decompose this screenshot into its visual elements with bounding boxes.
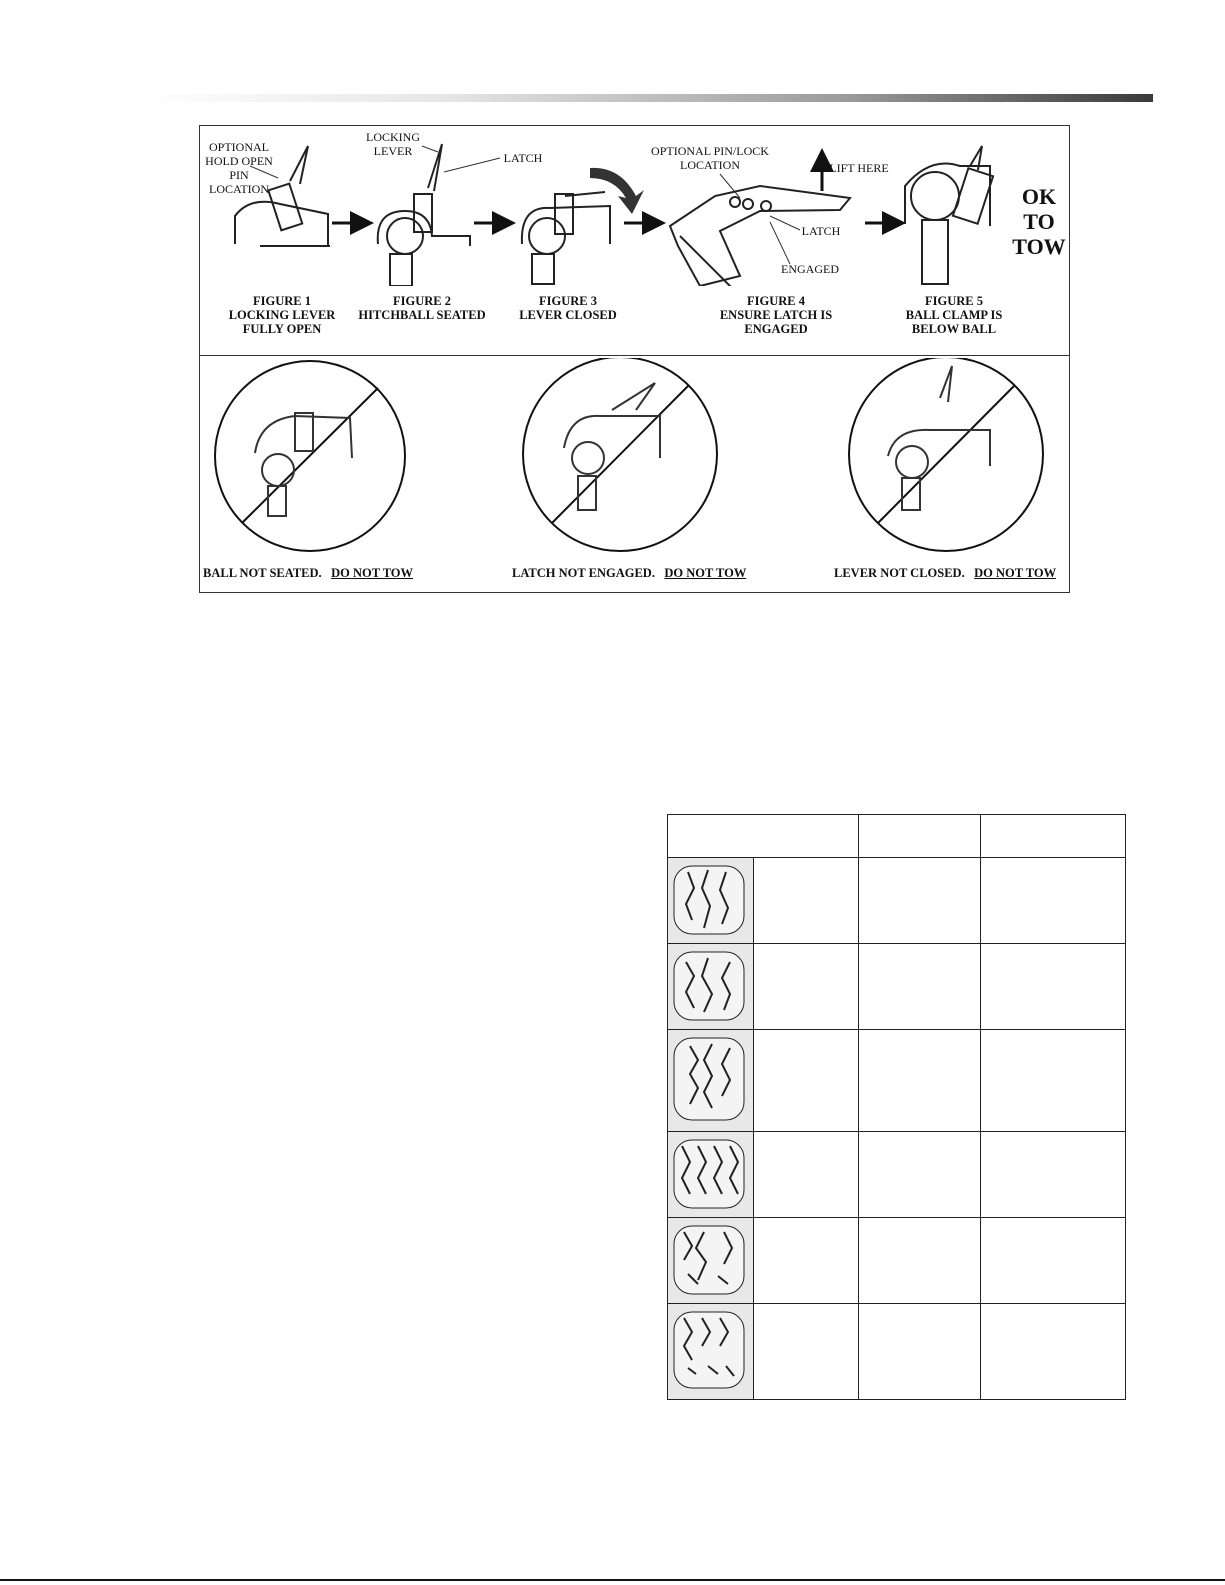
tire-tread-icon xyxy=(668,1030,752,1126)
table-cell xyxy=(859,944,981,1030)
table-cell xyxy=(981,944,1126,1030)
prohibition-drawings xyxy=(200,358,1071,568)
table-cell xyxy=(754,1030,859,1132)
callout-latch: LATCH xyxy=(503,151,543,165)
tire-tread-image xyxy=(668,944,754,1030)
table-header-cell xyxy=(668,815,859,858)
callout-lift-here: LIFT HERE xyxy=(829,161,889,175)
warning-latch-not-engaged xyxy=(512,566,746,581)
table-row xyxy=(668,858,1126,944)
table-cell xyxy=(859,1304,981,1400)
warning-text: LEVER NOT CLOSED. xyxy=(834,566,965,580)
ok-to-tow: OK TO TOW xyxy=(1012,184,1066,259)
tire-wear-table xyxy=(667,814,1126,1400)
tire-tread-icon xyxy=(668,1218,752,1298)
callout-locking-lever: LOCKING LEVER xyxy=(366,130,420,158)
table-cell xyxy=(859,1030,981,1132)
table-header-row xyxy=(668,815,1126,858)
figure-4-caption: FIGURE 4 ENSURE LATCH IS ENGAGED xyxy=(719,294,833,336)
coupler-sequence-drawings xyxy=(200,126,1071,286)
callout-optional-hold-open: OPTIONAL HOLD OPEN PIN LOCATION xyxy=(205,140,273,196)
figure-1-caption: FIGURE 1 LOCKING LEVER FULLY OPEN xyxy=(228,294,336,336)
tire-tread-image xyxy=(668,1132,754,1218)
bottom-rule xyxy=(0,1579,1225,1581)
tire-tread-icon xyxy=(668,858,752,938)
tire-tread-icon xyxy=(668,944,752,1024)
table-row xyxy=(668,1304,1126,1400)
tire-tread-image xyxy=(668,858,754,944)
warning-text: BALL NOT SEATED. xyxy=(203,566,322,580)
table-cell xyxy=(754,858,859,944)
warning-text: LATCH NOT ENGAGED. xyxy=(512,566,655,580)
figure-2-caption: FIGURE 2 HITCHBALL SEATED xyxy=(358,294,486,322)
table-cell xyxy=(981,1218,1126,1304)
figure-3-caption: FIGURE 3 LEVER CLOSED xyxy=(519,294,617,322)
tire-tread-image xyxy=(668,1304,754,1400)
tire-tread-image xyxy=(668,1218,754,1304)
tire-tread-image xyxy=(668,1030,754,1132)
tire-tread-icon xyxy=(668,1132,752,1212)
table-header-cell xyxy=(859,815,981,858)
callout-latch-fig4: LATCH xyxy=(801,224,841,238)
do-not-tow-label: DO NOT TOW xyxy=(331,566,414,580)
header-gradient-bar xyxy=(140,94,1153,102)
table-cell xyxy=(981,858,1126,944)
table-cell xyxy=(754,1218,859,1304)
callout-optional-pin-lock: OPTIONAL PIN/LOCK LOCATION xyxy=(651,144,769,172)
table-cell xyxy=(754,944,859,1030)
coupler-instructions-figure xyxy=(199,125,1070,593)
warning-lever-not-closed xyxy=(834,566,1056,581)
table-row xyxy=(668,1132,1126,1218)
table-cell xyxy=(859,1218,981,1304)
warning-ball-not-seated xyxy=(203,566,413,581)
panel-divider xyxy=(200,355,1069,356)
table-cell xyxy=(981,1030,1126,1132)
table-cell xyxy=(754,1132,859,1218)
table-row xyxy=(668,1218,1126,1304)
table-cell xyxy=(981,1304,1126,1400)
do-not-tow-label: DO NOT TOW xyxy=(974,566,1057,580)
table-row xyxy=(668,1030,1126,1132)
table-row xyxy=(668,944,1126,1030)
callout-engaged: ENGAGED xyxy=(781,262,839,276)
table-cell xyxy=(754,1304,859,1400)
table-cell xyxy=(859,858,981,944)
table-cell xyxy=(981,1132,1126,1218)
do-not-tow-label: DO NOT TOW xyxy=(664,566,747,580)
figure-5-caption: FIGURE 5 BALL CLAMP IS BELOW BALL xyxy=(905,294,1003,336)
table-header-cell xyxy=(981,815,1126,858)
table-cell xyxy=(859,1132,981,1218)
tire-tread-icon xyxy=(668,1304,752,1394)
